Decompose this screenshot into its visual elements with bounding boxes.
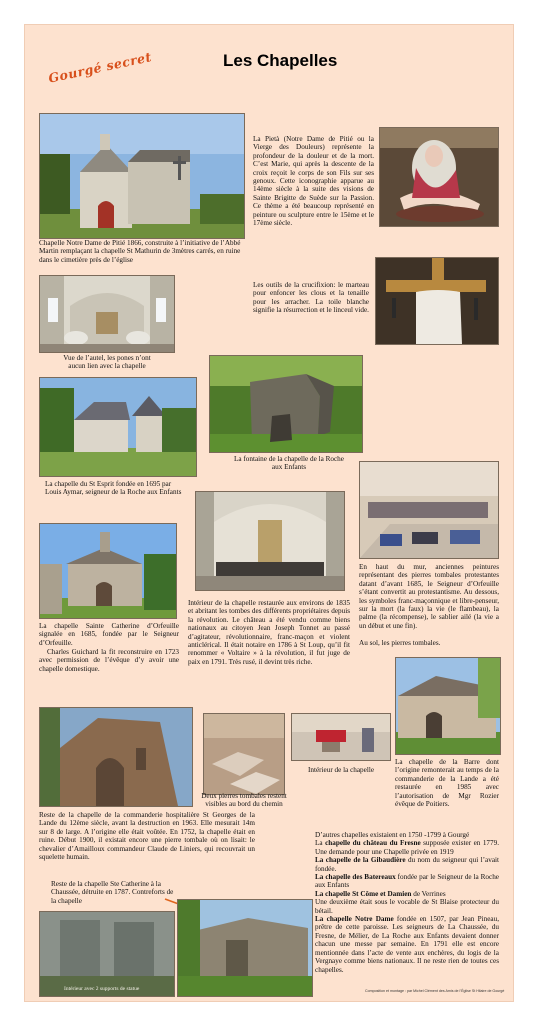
caption-outils: Les outils de la crucifixion: le marteau pour enfoncer les clous et la tenaille pour les arracher. La toile blanche signifie la résurrection et le linceul vide. — [253, 281, 369, 315]
photo-interieur-supports — [39, 911, 175, 997]
caption-pieta: La Pietà (Notre Dame de Pitié ou la Vierge des Douleurs) représente la profondeur de la douleur et de la mort. C’est Marie, qui après la descente de la croix reçoit le corps de son Fils sur ses genoux. Cette iconographie apparue au 14ème siècle à la suite des visions de Sainte Brigitte de Suède sur la Passion. Ce thème a été beaucoup représenté en peinture ou sculpture entre le 15ème et le 17ème siècle. — [253, 135, 374, 228]
page-title: Les Chapelles — [223, 51, 338, 70]
photo-chapelle-notre-dame — [39, 113, 245, 239]
caption-interieur: Intérieur de la chapelle — [307, 766, 375, 774]
fresne-name: chapelle du château du Fresne — [325, 839, 421, 848]
come-name: La chapelle St Côme et Damien — [315, 889, 412, 898]
caption-interieur-restauree: Intérieur de la chapelle restaurée aux environs de 1835 et abritant les tombes des différents propriétaires depuis la révolution. Le château a été vendu comme biens nationaux au citoyen Jean Joseph Tonnet au passé d’agitateur, révolutionnaire, franc-maçon et violent anticlérical. Il était notaire en 1786 à St Loup, qu’il fit renommer « Voltaire » à la révolution, il fut juge de paix en 1791. Très rusé, il devint très riche. — [188, 599, 350, 666]
come-desc: de Verrines — [411, 889, 446, 898]
credits: Composition et montage : par Michel Clément des Amis de l’Église St Hilaire de Gourgé — [365, 989, 505, 993]
fresne-prefix: La — [315, 839, 326, 848]
bastereaux-desc: fondée par le Seigneur de la Roche aux Enfants — [315, 873, 499, 890]
caption-autel: Vue de l’autel, les pones n’ont aucun lien avec la chapelle — [63, 354, 151, 371]
photo-barre — [395, 657, 501, 755]
photo-ste-catherine — [39, 523, 177, 619]
tagline: Gourgé secret — [47, 49, 153, 86]
fresne-desc: supposée exister en 1779. Une demande pour une Chapelle privée en 1919 — [315, 839, 499, 856]
caption-reste-chaussee: Reste de la chapelle Ste Catherine à la Chaussée, détruite en 1787. Contreforts de la chapelle — [51, 880, 174, 905]
nd-desc: fondée en 1507, par Jean Pineau, prêtre de cette paroisse. Les seigneurs de La Chaussée, du Fresne, de Mélier, de La Roche aux Enfants devaient donner chacun une messe par semaine. En 1791 elle est encore mentionnée dans l’acte de vente aux enchères, du logis de la Vergnaye comme biens nationaux. Il ne reste rien de toutes ces chapelles. — [315, 915, 499, 974]
caption-notre-dame: Chapelle Notre Dame de Pitié 1866, construite à l’initiative de l’Abbé Martin remplaçant la chapelle St Mathurin de 3mètres carrés, en ruine dans le cimetière près de l’église — [39, 239, 241, 264]
autres-bastereaux — [315, 873, 499, 890]
caption-reste-commanderie: Reste de la chapelle de la commanderie hospitalière St Georges de la Lande du 12ème siècle, avant la destruction en 1963. Elle mesurait 14m sur 8 de large. A l’origine elle était voûtée. En 1752, la chapelle était en ruine. Début 1900, il existait encore une pierre tombale où on lisait: le chevalier d’Amailloux commandeur Claude de Liniers, qui recouvrait un squelette humain. — [39, 811, 255, 862]
photo-interieur — [291, 713, 391, 761]
photo-st-esprit — [39, 377, 197, 477]
photo-pieta — [379, 127, 499, 227]
autres-chapelles — [315, 831, 499, 974]
bastereaux-name: La chapelle des Batereaux — [315, 873, 396, 882]
caption-st-esprit: La chapelle du St Esprit fondée en 1695 par Louis Aymar, seigneur de la Roche aux Enfants — [45, 480, 182, 497]
photo-tombes — [359, 461, 499, 559]
autres-come — [315, 890, 499, 898]
nd-name: La chapelle Notre Dame — [315, 915, 394, 924]
autres-fresne — [315, 839, 499, 856]
photo-fontaine — [209, 355, 363, 453]
caption-deux-pierres: Deux pierres tombales restent visibles au bord du chemin — [201, 792, 287, 809]
photo-contreforts — [177, 899, 313, 997]
photo-reste-commanderie — [39, 707, 193, 807]
gibaudiere-desc: du nom du seigneur qui l’avait fondée. — [315, 856, 500, 873]
photo-autel — [39, 275, 175, 353]
caption-fontaine: La fontaine de la chapelle de la Roche aux Enfants — [234, 455, 344, 472]
photo-outils — [375, 257, 499, 345]
poster — [24, 24, 514, 1002]
caption-ste-catherine-a: La chapelle Sainte Catherine d’Orfeuille signalée en 1685, fondée par le Seigneur d’Orfeuille. — [39, 622, 179, 647]
photo-label: Intérieur avec 2 supports de statue — [64, 986, 140, 992]
gibaudiere-name: La chapelle de la Gibaudière — [315, 856, 406, 865]
caption-barre: La chapelle de la Barre dont l’origine remonterait au temps de la commanderie de la Lande a été restaurée en 1985 avec l’autorisation de Mgr Rozier évêque de Poitiers. — [395, 758, 499, 809]
autres-gibaudiere — [315, 856, 499, 873]
caption-tombes-haut: En haut du mur, anciennes peintures représentant des pierres tombales protestantes datant d’avant 1685, le Seigneur d’Orfeuille s’étant convertit au protestantisme. Au dessous, les symboles franc-maçonnique et libre-penseur, sur la mort (la faux) la vie (le flambeau), la palme (la récompense), le sablier ailé (la vie a un début et une fin). — [359, 563, 499, 630]
caption-tombes-sol: Au sol, les pierres tombales. — [359, 639, 441, 647]
autres-intro: D’autres chapelles existaient en 1750 -1799 à Gourgé — [315, 831, 470, 839]
autres-blaise: Une deuxième était sous le vocable de St Blaise protecteur du bétail. — [315, 898, 499, 915]
photo-deux-pierres — [203, 713, 285, 795]
autres-notre-dame — [315, 915, 499, 974]
photo-interieur-restauree — [195, 491, 345, 591]
caption-ste-catherine-b: Charles Guichard la fit reconstruire en 1723 avec permission de l’évêque d’y avoir une chapelle domestique. — [39, 648, 179, 673]
